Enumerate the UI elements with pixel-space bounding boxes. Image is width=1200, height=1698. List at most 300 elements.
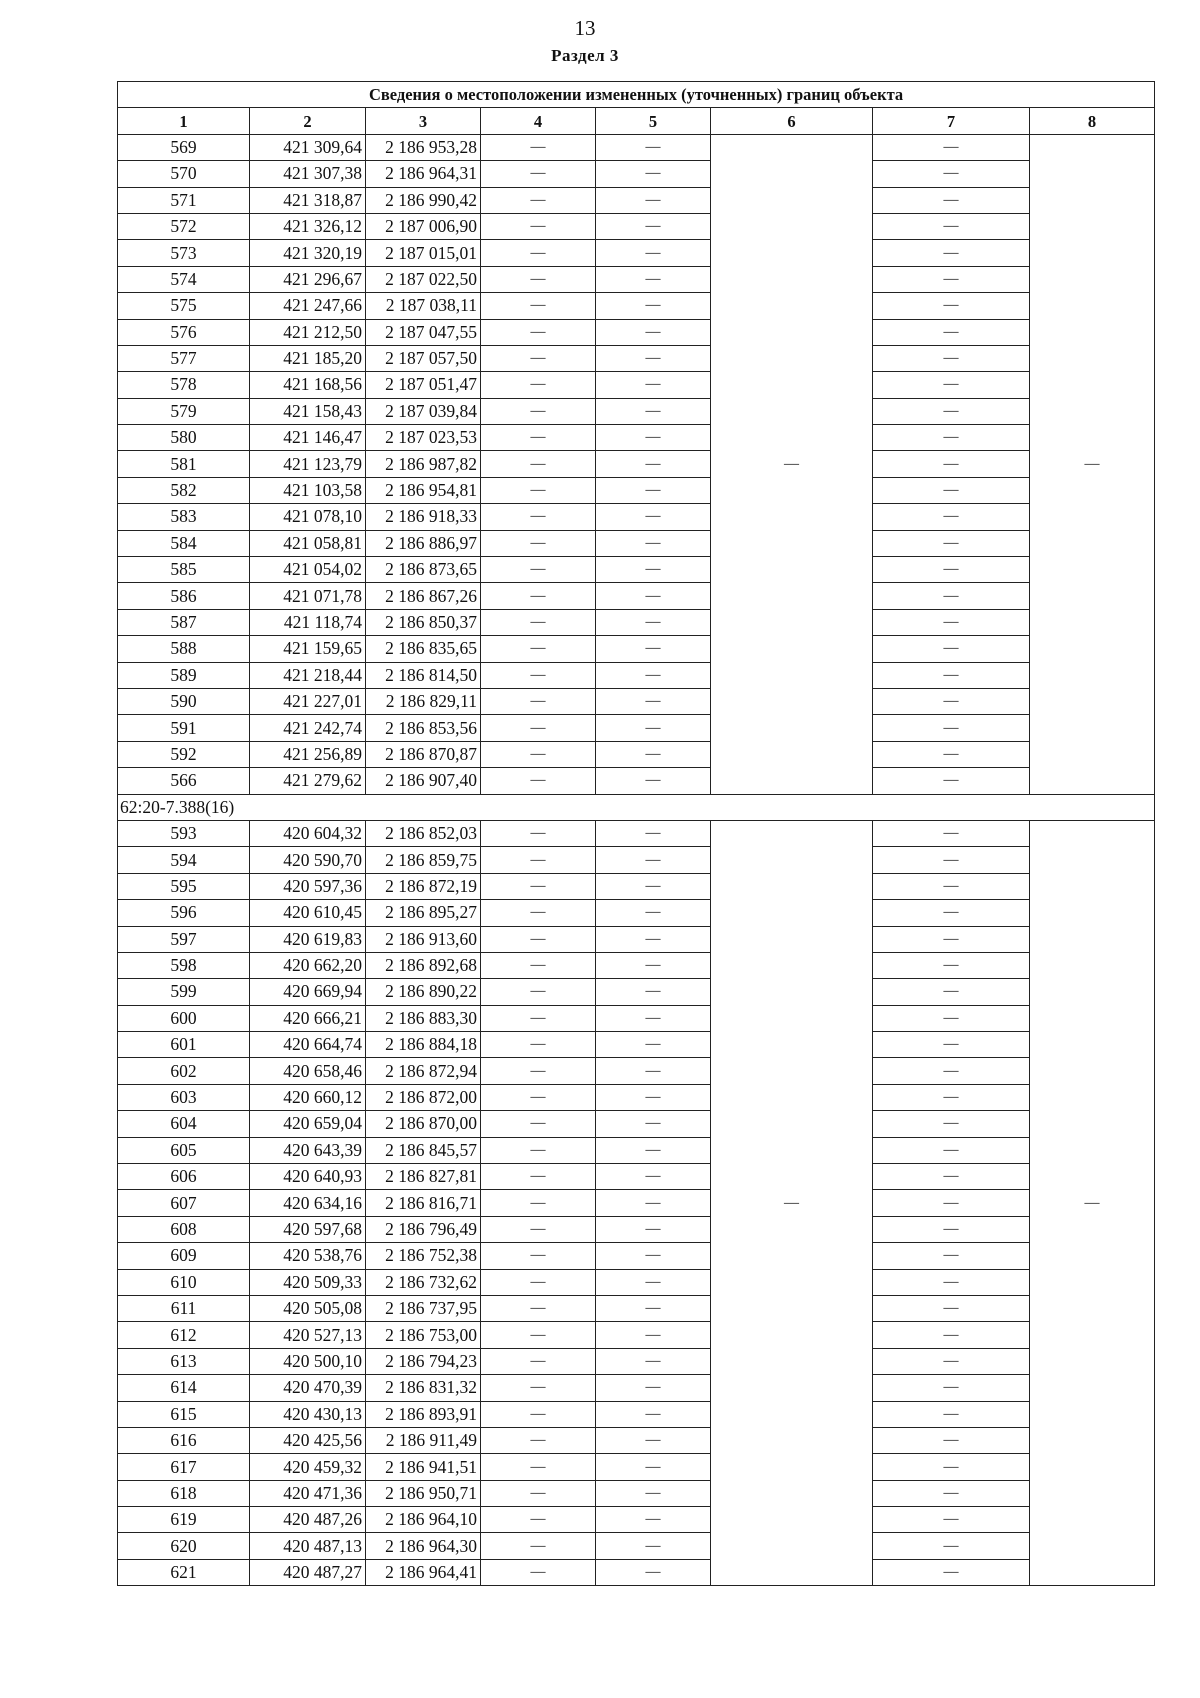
column-4-cell: — (481, 1454, 596, 1480)
boundary-coordinates-table (117, 81, 1155, 1586)
column-5-cell: — (596, 1032, 711, 1058)
coordinate-y-cell: 2 186 752,38 (366, 1243, 481, 1269)
table-row (118, 345, 1155, 371)
column-4-cell: — (481, 161, 596, 187)
point-number-cell: 620 (118, 1533, 250, 1559)
coordinate-y-cell: 2 186 907,40 (366, 768, 481, 794)
column-4-cell: — (481, 319, 596, 345)
point-number-cell: 598 (118, 952, 250, 978)
point-number-cell: 582 (118, 477, 250, 503)
column-5-cell: — (596, 926, 711, 952)
column-4-cell: — (481, 688, 596, 714)
table-row (118, 873, 1155, 899)
point-number-cell: 578 (118, 372, 250, 398)
column-4-cell: — (481, 266, 596, 292)
column-5-cell: — (596, 240, 711, 266)
table-row (118, 820, 1155, 846)
coordinate-x-cell: 420 527,13 (250, 1322, 366, 1348)
column-5-cell: — (596, 1269, 711, 1295)
table-row (118, 1348, 1155, 1374)
point-number-cell: 573 (118, 240, 250, 266)
coordinate-x-cell: 420 669,94 (250, 979, 366, 1005)
column-5-cell: — (596, 1005, 711, 1031)
coordinate-x-cell: 420 664,74 (250, 1032, 366, 1058)
section-title: Раздел 3 (551, 46, 619, 65)
column-7-cell: — (873, 293, 1030, 319)
column-5-cell: — (596, 1480, 711, 1506)
column-5-cell: — (596, 1322, 711, 1348)
table-row (118, 662, 1155, 688)
point-number-cell: 599 (118, 979, 250, 1005)
point-number-cell: 595 (118, 873, 250, 899)
column-header: 4 (481, 108, 596, 134)
coordinate-x-cell: 420 597,68 (250, 1216, 366, 1242)
table-row (118, 1480, 1155, 1506)
point-number-cell: 621 (118, 1559, 250, 1585)
column-7-cell: — (873, 477, 1030, 503)
column-5-cell: — (596, 1375, 711, 1401)
column-4-cell: — (481, 1032, 596, 1058)
column-5-cell: — (596, 1507, 711, 1533)
column-5-cell: — (596, 1454, 711, 1480)
column-header: 6 (711, 108, 873, 134)
column-4-cell: — (481, 557, 596, 583)
column-5-cell: — (596, 1559, 711, 1585)
column-4-cell: — (481, 1216, 596, 1242)
table-row (118, 1533, 1155, 1559)
column-4-cell: — (481, 1427, 596, 1453)
column-4-cell: — (481, 636, 596, 662)
column-5-cell: — (596, 1137, 711, 1163)
coordinate-y-cell: 2 186 893,91 (366, 1401, 481, 1427)
coordinate-x-cell: 421 058,81 (250, 530, 366, 556)
coordinate-x-cell: 420 643,39 (250, 1137, 366, 1163)
coordinate-x-cell: 420 662,20 (250, 952, 366, 978)
column-7-cell: — (873, 1375, 1030, 1401)
point-number-cell: 591 (118, 715, 250, 741)
coordinate-y-cell: 2 186 845,57 (366, 1137, 481, 1163)
column-7-cell: — (873, 213, 1030, 239)
column-4-cell: — (481, 213, 596, 239)
point-number-cell: 585 (118, 557, 250, 583)
column-4-cell: — (481, 1322, 596, 1348)
column-4-cell: — (481, 741, 596, 767)
column-5-cell: — (596, 847, 711, 873)
coordinate-x-cell: 420 425,56 (250, 1427, 366, 1453)
coordinate-y-cell: 2 186 732,62 (366, 1269, 481, 1295)
column-5-cell: — (596, 609, 711, 635)
coordinate-y-cell: 2 186 872,94 (366, 1058, 481, 1084)
table-row (118, 926, 1155, 952)
point-number-cell: 570 (118, 161, 250, 187)
column-7-cell: — (873, 688, 1030, 714)
table-row (118, 372, 1155, 398)
column-4-cell: — (481, 979, 596, 1005)
column-8-merged-cell: — (1030, 134, 1155, 794)
table-row (118, 1322, 1155, 1348)
column-5-cell: — (596, 741, 711, 767)
point-number-cell: 601 (118, 1032, 250, 1058)
column-5-cell: — (596, 583, 711, 609)
column-7-cell: — (873, 504, 1030, 530)
coordinate-y-cell: 2 186 852,03 (366, 820, 481, 846)
table-row (118, 1084, 1155, 1110)
column-7-cell: — (873, 1058, 1030, 1084)
column-4-cell: — (481, 345, 596, 371)
column-5-cell: — (596, 952, 711, 978)
column-5-cell: — (596, 134, 711, 160)
coordinate-y-cell: 2 186 827,81 (366, 1164, 481, 1190)
coordinate-y-cell: 2 186 873,65 (366, 557, 481, 583)
table-row (118, 1243, 1155, 1269)
point-number-cell: 617 (118, 1454, 250, 1480)
table-row (118, 1058, 1155, 1084)
coordinate-x-cell: 421 247,66 (250, 293, 366, 319)
column-7-cell: — (873, 345, 1030, 371)
column-4-cell: — (481, 1190, 596, 1216)
column-7-cell: — (873, 1322, 1030, 1348)
coordinate-x-cell: 421 279,62 (250, 768, 366, 794)
column-4-cell: — (481, 1164, 596, 1190)
column-7-cell: — (873, 398, 1030, 424)
point-number-cell: 602 (118, 1058, 250, 1084)
column-5-cell: — (596, 398, 711, 424)
column-5-cell: — (596, 1111, 711, 1137)
coordinate-y-cell: 2 186 990,42 (366, 187, 481, 213)
coordinate-x-cell: 421 256,89 (250, 741, 366, 767)
table-row (118, 319, 1155, 345)
point-number-cell: 579 (118, 398, 250, 424)
coordinate-x-cell: 420 666,21 (250, 1005, 366, 1031)
coordinate-y-cell: 2 186 835,65 (366, 636, 481, 662)
coordinate-y-cell: 2 186 867,26 (366, 583, 481, 609)
table-row (118, 1295, 1155, 1321)
table-row (118, 530, 1155, 556)
column-7-cell: — (873, 1507, 1030, 1533)
column-5-cell: — (596, 1533, 711, 1559)
column-7-cell: — (873, 1084, 1030, 1110)
table-row (118, 213, 1155, 239)
column-7-cell: — (873, 1137, 1030, 1163)
column-4-cell: — (481, 1084, 596, 1110)
coordinate-x-cell: 421 078,10 (250, 504, 366, 530)
table-row (118, 477, 1155, 503)
coordinate-x-cell: 420 634,16 (250, 1190, 366, 1216)
coordinate-x-cell: 420 658,46 (250, 1058, 366, 1084)
column-4-cell: — (481, 873, 596, 899)
column-4-cell: — (481, 583, 596, 609)
table-row (118, 451, 1155, 477)
coordinate-x-cell: 421 054,02 (250, 557, 366, 583)
column-4-cell: — (481, 1559, 596, 1585)
coordinate-y-cell: 2 186 964,31 (366, 161, 481, 187)
column-4-cell: — (481, 609, 596, 635)
column-4-cell: — (481, 847, 596, 873)
column-7-cell: — (873, 609, 1030, 635)
coordinate-y-cell: 2 187 038,11 (366, 293, 481, 319)
column-header: 1 (118, 108, 250, 134)
table-row (118, 187, 1155, 213)
column-8-merged-cell: — (1030, 820, 1155, 1585)
coordinate-x-cell: 421 218,44 (250, 662, 366, 688)
column-4-cell: — (481, 900, 596, 926)
column-5-cell: — (596, 213, 711, 239)
column-4-cell: — (481, 372, 596, 398)
table-row (118, 557, 1155, 583)
column-5-cell: — (596, 1243, 711, 1269)
column-4-cell: — (481, 1507, 596, 1533)
column-7-cell: — (873, 1164, 1030, 1190)
point-number-cell: 566 (118, 768, 250, 794)
column-4-cell: — (481, 1533, 596, 1559)
coordinate-y-cell: 2 186 886,97 (366, 530, 481, 556)
table-row (118, 266, 1155, 292)
coordinate-x-cell: 421 212,50 (250, 319, 366, 345)
table-row (118, 768, 1155, 794)
coordinate-y-cell: 2 186 850,37 (366, 609, 481, 635)
table-row (118, 847, 1155, 873)
column-7-cell: — (873, 768, 1030, 794)
table-row (118, 161, 1155, 187)
column-7-cell: — (873, 319, 1030, 345)
point-number-cell: 606 (118, 1164, 250, 1190)
coordinate-x-cell: 420 659,04 (250, 1111, 366, 1137)
column-5-cell: — (596, 979, 711, 1005)
column-4-cell: — (481, 768, 596, 794)
point-number-cell: 607 (118, 1190, 250, 1216)
column-4-cell: — (481, 187, 596, 213)
coordinate-x-cell: 421 318,87 (250, 187, 366, 213)
point-number-cell: 611 (118, 1295, 250, 1321)
column-4-cell: — (481, 1401, 596, 1427)
coordinate-y-cell: 2 186 884,18 (366, 1032, 481, 1058)
column-4-cell: — (481, 1348, 596, 1374)
point-number-cell: 575 (118, 293, 250, 319)
table-row (118, 1005, 1155, 1031)
column-5-cell: — (596, 820, 711, 846)
coordinate-y-cell: 2 186 895,27 (366, 900, 481, 926)
column-7-cell: — (873, 1348, 1030, 1374)
column-5-cell: — (596, 1401, 711, 1427)
column-4-cell: — (481, 662, 596, 688)
coordinate-y-cell: 2 186 794,23 (366, 1348, 481, 1374)
table-row (118, 583, 1155, 609)
column-7-cell: — (873, 557, 1030, 583)
point-number-cell: 615 (118, 1401, 250, 1427)
table-row (118, 1427, 1155, 1453)
table-row (118, 609, 1155, 635)
column-4-cell: — (481, 134, 596, 160)
column-7-cell: — (873, 636, 1030, 662)
table-row (118, 1032, 1155, 1058)
coordinate-x-cell: 420 487,13 (250, 1533, 366, 1559)
coordinate-x-cell: 420 487,26 (250, 1507, 366, 1533)
coordinate-y-cell: 2 186 753,00 (366, 1322, 481, 1348)
column-4-cell: — (481, 1111, 596, 1137)
point-number-cell: 588 (118, 636, 250, 662)
table-row (118, 1111, 1155, 1137)
coordinate-x-cell: 420 604,32 (250, 820, 366, 846)
coordinate-x-cell: 421 242,74 (250, 715, 366, 741)
coordinate-y-cell: 2 186 964,10 (366, 1507, 481, 1533)
coordinate-x-cell: 420 660,12 (250, 1084, 366, 1110)
point-number-cell: 608 (118, 1216, 250, 1242)
coordinate-y-cell: 2 187 051,47 (366, 372, 481, 398)
column-7-cell: — (873, 161, 1030, 187)
point-number-cell: 618 (118, 1480, 250, 1506)
table-row (118, 1454, 1155, 1480)
coordinate-x-cell: 421 159,65 (250, 636, 366, 662)
coordinate-y-cell: 2 186 950,71 (366, 1480, 481, 1506)
column-6-merged-cell: — (711, 134, 873, 794)
coordinate-y-cell: 2 186 853,56 (366, 715, 481, 741)
column-header: 7 (873, 108, 1030, 134)
column-5-cell: — (596, 873, 711, 899)
coordinate-y-cell: 2 186 953,28 (366, 134, 481, 160)
column-7-cell: — (873, 662, 1030, 688)
point-number-cell: 604 (118, 1111, 250, 1137)
column-5-cell: — (596, 1058, 711, 1084)
coordinate-x-cell: 420 505,08 (250, 1295, 366, 1321)
table-row (118, 425, 1155, 451)
column-7-cell: — (873, 873, 1030, 899)
point-number-cell: 612 (118, 1322, 250, 1348)
column-5-cell: — (596, 662, 711, 688)
coordinate-x-cell: 420 619,83 (250, 926, 366, 952)
coordinate-y-cell: 2 186 987,82 (366, 451, 481, 477)
coordinate-x-cell: 421 071,78 (250, 583, 366, 609)
column-7-cell: — (873, 530, 1030, 556)
table-row (118, 1216, 1155, 1242)
table-row (118, 1137, 1155, 1163)
coordinate-x-cell: 420 500,10 (250, 1348, 366, 1374)
column-6-merged-cell: — (711, 820, 873, 1585)
table-row (118, 979, 1155, 1005)
column-7-cell: — (873, 847, 1030, 873)
coordinate-x-cell: 420 459,32 (250, 1454, 366, 1480)
point-number-cell: 584 (118, 530, 250, 556)
coordinate-y-cell: 2 187 047,55 (366, 319, 481, 345)
column-4-cell: — (481, 1269, 596, 1295)
point-number-cell: 597 (118, 926, 250, 952)
column-7-cell: — (873, 1454, 1030, 1480)
column-7-cell: — (873, 1559, 1030, 1585)
column-4-cell: — (481, 1137, 596, 1163)
coordinate-x-cell: 421 103,58 (250, 477, 366, 503)
column-4-cell: — (481, 398, 596, 424)
column-7-cell: — (873, 1401, 1030, 1427)
column-4-cell: — (481, 926, 596, 952)
point-number-cell: 583 (118, 504, 250, 530)
coordinate-x-cell: 420 597,36 (250, 873, 366, 899)
point-number-cell: 571 (118, 187, 250, 213)
table-row (118, 1164, 1155, 1190)
coordinate-x-cell: 421 309,64 (250, 134, 366, 160)
column-7-cell: — (873, 1243, 1030, 1269)
coordinate-y-cell: 2 186 870,87 (366, 741, 481, 767)
table-row (118, 715, 1155, 741)
coordinate-y-cell: 2 186 831,32 (366, 1375, 481, 1401)
point-number-cell: 619 (118, 1507, 250, 1533)
point-number-cell: 569 (118, 134, 250, 160)
coordinate-x-cell: 420 590,70 (250, 847, 366, 873)
point-number-cell: 616 (118, 1427, 250, 1453)
column-5-cell: — (596, 530, 711, 556)
column-7-cell: — (873, 1295, 1030, 1321)
column-5-cell: — (596, 425, 711, 451)
column-5-cell: — (596, 557, 711, 583)
column-4-cell: — (481, 530, 596, 556)
column-4-cell: — (481, 1005, 596, 1031)
column-4-cell: — (481, 1295, 596, 1321)
column-7-cell: — (873, 425, 1030, 451)
coordinate-y-cell: 2 186 870,00 (366, 1111, 481, 1137)
point-number-cell: 592 (118, 741, 250, 767)
coordinate-x-cell: 421 158,43 (250, 398, 366, 424)
table-row (118, 240, 1155, 266)
point-number-cell: 610 (118, 1269, 250, 1295)
column-7-cell: — (873, 715, 1030, 741)
column-header: 3 (366, 108, 481, 134)
column-5-cell: — (596, 293, 711, 319)
coordinate-x-cell: 420 470,39 (250, 1375, 366, 1401)
column-7-cell: — (873, 583, 1030, 609)
column-5-cell: — (596, 900, 711, 926)
point-number-cell: 574 (118, 266, 250, 292)
column-header: 5 (596, 108, 711, 134)
table-row (118, 398, 1155, 424)
coordinate-x-cell: 420 610,45 (250, 900, 366, 926)
column-7-cell: — (873, 240, 1030, 266)
coordinate-y-cell: 2 187 023,53 (366, 425, 481, 451)
coordinate-y-cell: 2 186 814,50 (366, 662, 481, 688)
column-5-cell: — (596, 187, 711, 213)
coordinate-x-cell: 420 487,27 (250, 1559, 366, 1585)
column-5-cell: — (596, 372, 711, 398)
table-row (118, 900, 1155, 926)
column-5-cell: — (596, 715, 711, 741)
column-5-cell: — (596, 688, 711, 714)
table-row (118, 688, 1155, 714)
column-4-cell: — (481, 715, 596, 741)
column-5-cell: — (596, 1348, 711, 1374)
table-row (118, 1190, 1155, 1216)
column-4-cell: — (481, 425, 596, 451)
column-4-cell: — (481, 451, 596, 477)
column-7-cell: — (873, 741, 1030, 767)
point-number-cell: 600 (118, 1005, 250, 1031)
coordinate-y-cell: 2 187 057,50 (366, 345, 481, 371)
column-header: 2 (250, 108, 366, 134)
point-number-cell: 605 (118, 1137, 250, 1163)
table-row (118, 293, 1155, 319)
point-number-cell: 590 (118, 688, 250, 714)
coordinate-y-cell: 2 186 816,71 (366, 1190, 481, 1216)
column-7-cell: — (873, 926, 1030, 952)
column-7-cell: — (873, 820, 1030, 846)
point-number-cell: 613 (118, 1348, 250, 1374)
table-row (118, 741, 1155, 767)
column-4-cell: — (481, 952, 596, 978)
point-number-cell: 603 (118, 1084, 250, 1110)
point-number-cell: 577 (118, 345, 250, 371)
column-7-cell: — (873, 451, 1030, 477)
column-5-cell: — (596, 161, 711, 187)
coordinate-y-cell: 2 187 022,50 (366, 266, 481, 292)
column-5-cell: — (596, 1190, 711, 1216)
page-number: 13 (574, 16, 596, 40)
column-5-cell: — (596, 1164, 711, 1190)
